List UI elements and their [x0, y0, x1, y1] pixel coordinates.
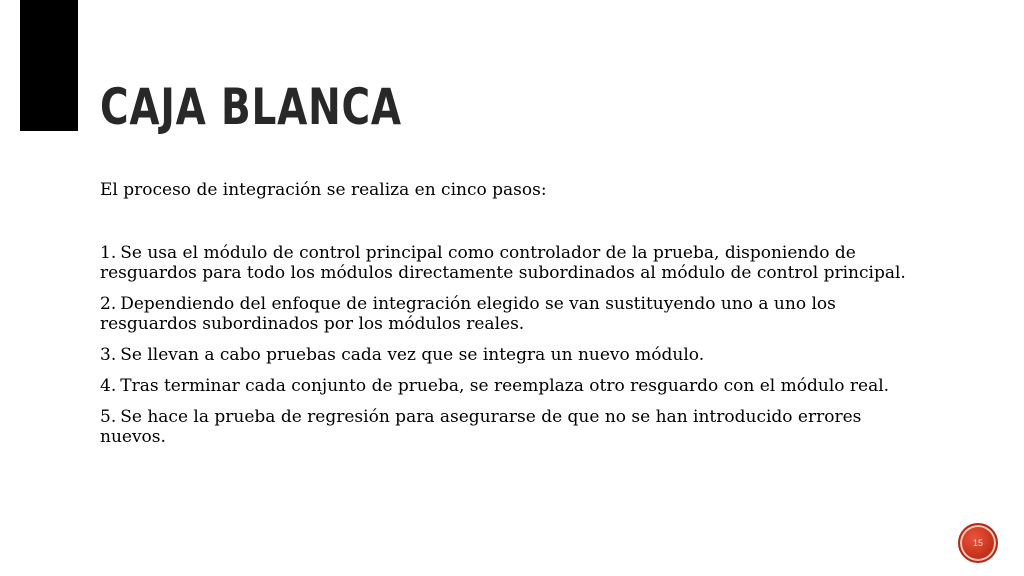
page-number-badge: [958, 523, 998, 563]
step-item: [100, 294, 920, 334]
intro-text: El proceso de integración se realiza en cinco pasos:: [100, 180, 547, 200]
step-number: 1.: [100, 243, 117, 263]
step-item: [100, 407, 920, 447]
page-number: 15: [972, 538, 983, 548]
title-accent-bar: [20, 0, 78, 131]
step-number: 3.: [100, 345, 117, 365]
slide-body: [100, 180, 920, 458]
step-text: Tras terminar cada conjunto de prueba, se reemplaza otro resguardo con el módulo real.: [120, 376, 890, 396]
step-number: 4.: [100, 376, 117, 396]
step-text: Dependiendo del enfoque de integración elegido se van sustituyendo uno a uno los resguardos subordinados por los módulos reales.: [100, 294, 836, 334]
step-text: Se llevan a cabo pruebas cada vez que se integra un nuevo módulo.: [120, 345, 705, 365]
step-text: Se usa el módulo de control principal como controlador de la prueba, disponiendo de resguardos para todo los módulos directamente subordinados al módulo de control principal.: [100, 243, 906, 283]
step-number: 2.: [100, 294, 117, 314]
slide-title: CAJA BLANCA: [100, 78, 402, 136]
step-text: Se hace la prueba de regresión para asegurarse de que no se han introducido errores nuevos.: [100, 407, 862, 447]
step-item: [100, 345, 920, 365]
step-number: 5.: [100, 407, 117, 427]
step-item: [100, 243, 920, 283]
step-item: [100, 376, 920, 396]
